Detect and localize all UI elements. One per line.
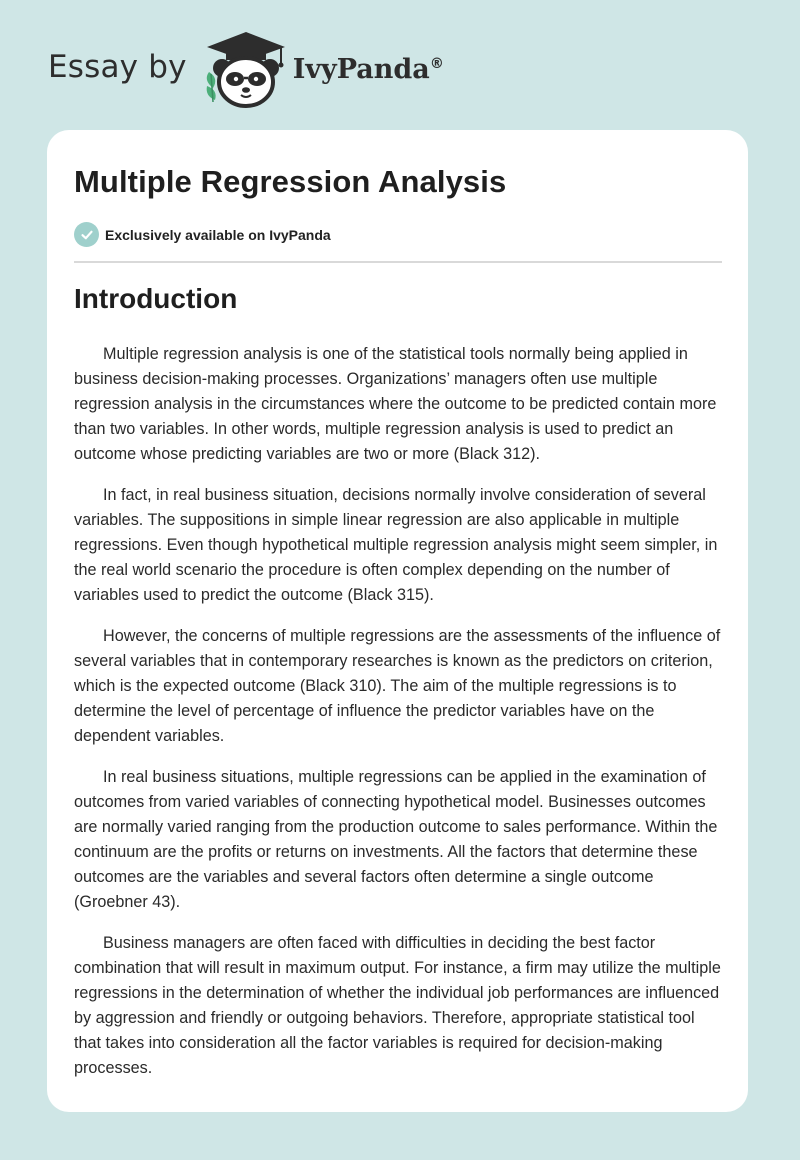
exclusive-badge bbox=[74, 222, 331, 247]
panda-graduate-icon bbox=[201, 30, 291, 110]
section-heading: Introduction bbox=[74, 283, 238, 314]
brand-header bbox=[48, 30, 444, 110]
essay-body bbox=[74, 342, 725, 1097]
badge-label: Exclusively available on IvyPanda bbox=[105, 226, 331, 243]
paragraph: Business managers are often faced with difficulties in deciding the best factor combination that will result in maximum output. For instance, a firm may utilize the multiple regressions in the determination of whether the individual job performances are influenced by aggression and friendly or outgoing behaviors. Therefore, appropriate statistical tool that takes into consideration all the factor variables is required for decision-making processes. bbox=[74, 934, 721, 1077]
page-title: Multiple Regression Analysis bbox=[74, 164, 507, 199]
paragraph: In real business situations, multiple regressions can be applied in the examination of outcomes from varied variables of connecting hypothetical model. Businesses outcomes are normally varied ranging from the production outcome to sales performance. Within the continuum are the profits or returns on investments. All the factors that determine these outcomes are the variables and several factors often determine a single outcome (Groebner 43). bbox=[74, 768, 718, 911]
essay-card bbox=[47, 130, 748, 1112]
paragraph: In fact, in real business situation, decisions normally involve consideration of several variables. The suppositions in simple linear regression are also applicable in multiple regressions. Even though hypothetical multiple regression analysis might seem simpler, in the real world scenario the procedure is often complex depending on the number of variables used to predict the outcome (Black 315). bbox=[74, 486, 718, 604]
divider bbox=[74, 261, 722, 263]
paragraph: However, the concerns of multiple regressions are the assessments of the influence of several variables that in contemporary researches is known as the predictors on criterion, which is the expected outcome (Black 310). The aim of the multiple regressions is to determine the level of percentage of influence the predictor variables have on the dependent variables. bbox=[74, 627, 721, 745]
check-circle-icon bbox=[74, 222, 99, 247]
paragraph: Multiple regression analysis is one of the statistical tools normally being applied in business decision-making processes. Organizations’ managers often use multiple regression analysis in the circumstances where the outcome to be predicted contain more than two variables. In other words, multiple regression analysis is used to predict an outcome whose predicting variables are two or more (Black 312). bbox=[74, 345, 717, 463]
brand-name: IvyPanda® bbox=[292, 53, 444, 85]
brand-prefix: Essay by bbox=[48, 49, 187, 85]
